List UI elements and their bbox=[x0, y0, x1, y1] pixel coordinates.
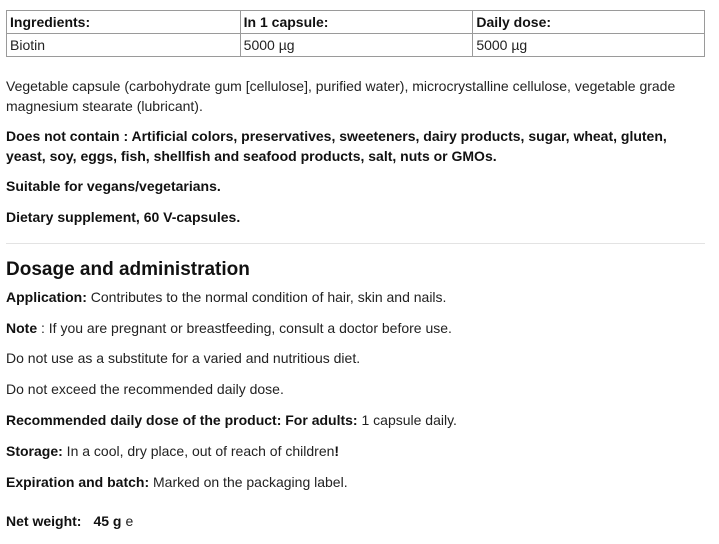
storage-label: Storage: bbox=[6, 443, 63, 459]
table-cell-ingredient: Biotin bbox=[7, 34, 241, 57]
table-header-row bbox=[7, 11, 705, 34]
storage-end: ! bbox=[334, 443, 340, 459]
table-header-per-capsule: In 1 capsule: bbox=[240, 11, 473, 34]
application-line bbox=[6, 287, 706, 307]
storage-text: In a cool, dry place, out of reach of children bbox=[62, 443, 335, 459]
section-divider bbox=[6, 243, 705, 244]
exceed-warning: Do not exceed the recommended daily dose. bbox=[6, 381, 284, 397]
expiration-text: Marked on the packaging label. bbox=[149, 474, 348, 490]
storage-line bbox=[6, 441, 706, 461]
expiration-line bbox=[6, 472, 706, 492]
ingredients-table bbox=[6, 10, 705, 57]
table-cell-daily-dose: 5000 µg bbox=[473, 34, 705, 57]
recommended-dose-line bbox=[6, 410, 706, 430]
substitute-warning: Do not use as a substitute for a varied and nutritious diet. bbox=[6, 350, 361, 366]
composition-text: Vegetable capsule (carbohydrate gum [cellulose], purified water), microcrystalline cellulose, vegetable grade magnesium stearate (lubricant). bbox=[6, 78, 676, 114]
table-row bbox=[7, 34, 705, 57]
dosage-heading: Dosage and administration bbox=[6, 259, 250, 280]
table-header-ingredients: Ingredients: bbox=[7, 11, 241, 34]
application-label: Application: bbox=[6, 289, 87, 305]
supplement-note: Dietary supplement, 60 V-capsules. bbox=[6, 209, 241, 225]
recommended-dose-text: 1 capsule daily. bbox=[357, 412, 457, 428]
note-text: : If you are pregnant or breastfeeding, consult a doctor before use. bbox=[37, 320, 452, 336]
application-text: Contributes to the normal condition of hair, skin and nails. bbox=[86, 289, 447, 305]
net-weight-line bbox=[6, 511, 706, 531]
recommended-dose-label: Recommended daily dose of the product: For adults: bbox=[6, 412, 358, 428]
vegan-note: Suitable for vegans/vegetarians. bbox=[6, 178, 221, 194]
net-weight-value: 45 g bbox=[93, 513, 122, 529]
table-cell-per-capsule: 5000 µg bbox=[240, 34, 473, 57]
estimated-sign-mark: e bbox=[125, 513, 134, 529]
note-label: Note bbox=[6, 320, 38, 336]
note-line bbox=[6, 318, 706, 338]
free-from-text: Does not contain : Artificial colors, preservatives, sweeteners, dairy products, sugar, wheat, gluten, yeast, soy, eggs, fish, shellfish and seafood products, salt, nuts or GMOs. bbox=[6, 128, 667, 164]
table-header-daily-dose: Daily dose: bbox=[473, 11, 705, 34]
net-weight-label: Net weight: bbox=[6, 513, 82, 529]
expiration-label: Expiration and batch: bbox=[6, 474, 150, 490]
